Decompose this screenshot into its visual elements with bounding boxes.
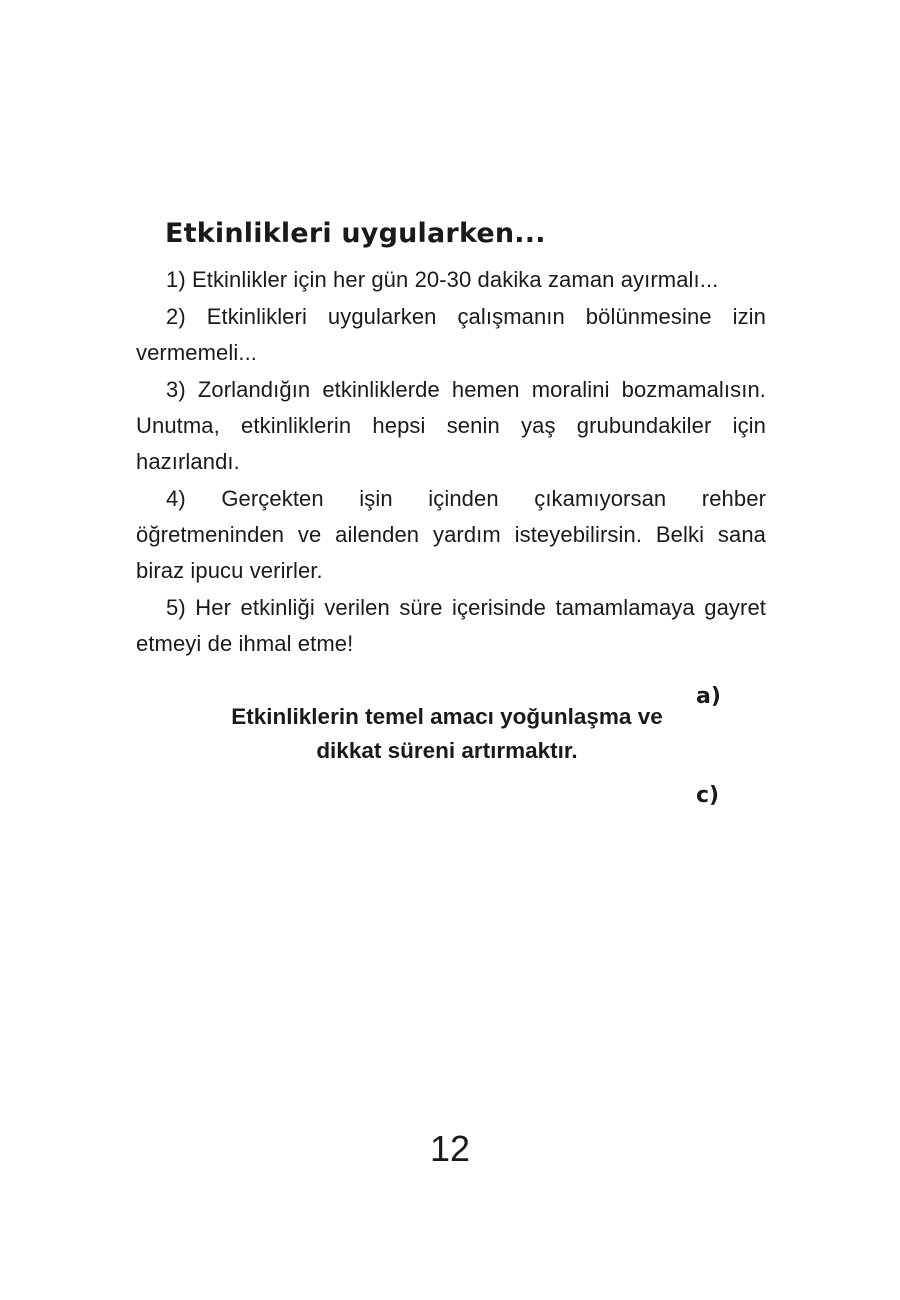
rule-item-4: 4) Gerçekten işin içinden çıkamıyorsan rehber öğretmeninden ve ailenden yardım isteyebilirsin. Belki sana biraz ipucu verirler.	[136, 486, 766, 583]
rule-item-5: 5) Her etkinliği verilen süre içerisinde tamamlamaya gayret etmeyi de ihmal etme!	[136, 595, 766, 656]
callout-line-1: Etkinliklerin temel amacı yoğunlaşma ve	[231, 704, 663, 729]
callout-line-2: dikkat süreni artırmaktır.	[316, 738, 578, 763]
page-number: 12	[429, 1128, 471, 1169]
section-heading: Etkinlikleri uygularken...	[165, 218, 546, 249]
rule-item-3: 3) Zorlandığın etkinliklerde hemen moralini bozmamalısın. Unutma, etkinliklerin hepsi senin yaş grubundakiler için hazırlandı.	[136, 377, 766, 474]
rule-item-2: 2) Etkinlikleri uygularken çalışmanın bölünmesine izin vermemeli...	[136, 304, 766, 365]
rule-item-1: 1) Etkinlikler için her gün 20-30 dakika zaman ayırmalı...	[166, 267, 719, 292]
option-label-a: a)	[696, 684, 721, 709]
rules-list	[136, 262, 766, 663]
option-label-c: c)	[696, 783, 720, 808]
purpose-callout	[212, 700, 682, 768]
